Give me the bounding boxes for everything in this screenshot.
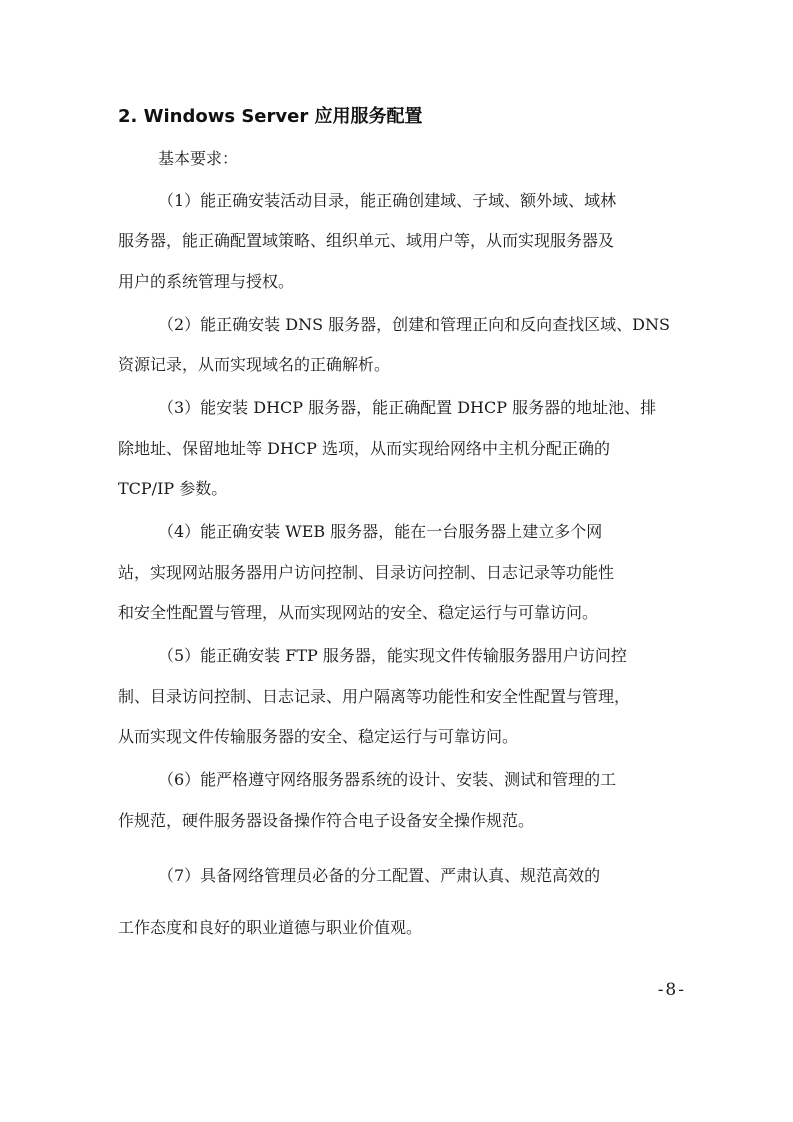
paragraph-line: （5）能正确安装 FTP 服务器，能实现文件传输服务器用户访问控 <box>158 646 627 665</box>
paragraph-line: （4）能正确安装 WEB 服务器，能在一台服务器上建立多个网 <box>158 522 603 541</box>
paragraph-line: 从而实现文件传输服务器的安全、稳定运行与可靠访问。 <box>118 727 519 746</box>
paragraph-line: （6）能严格遵守网络服务器系统的设计、安装、测试和管理的工 <box>158 770 617 789</box>
paragraph-line: （1）能正确安装活动目录，能正确创建域、子域、额外域、域林 <box>158 191 617 210</box>
paragraph-line: 和安全性配置与管理，从而实现网站的安全、稳定运行与可靠访问。 <box>118 603 599 622</box>
paragraph-line: （2）能正确安装 DNS 服务器，创建和管理正向和反向查找区域、DNS <box>158 315 670 334</box>
paragraph-line: 作规范，硬件服务器设备操作符合电子设备安全操作规范。 <box>118 811 535 830</box>
paragraph-line: 站，实现网站服务器用户访问控制、目录访问控制、日志记录等功能性 <box>118 563 615 582</box>
paragraph-line: 工作态度和良好的职业道德与职业价值观。 <box>118 918 423 937</box>
paragraph-line: 除地址、保留地址等 DHCP 选项，从而实现给网络中主机分配正确的 <box>118 439 610 458</box>
paragraph-line: 资源记录，从而实现域名的正确解析。 <box>118 355 391 374</box>
paragraph-line: 制、目录访问控制、日志记录、用户隔离等功能性和安全性配置与管理， <box>118 687 631 706</box>
page-number: -8- <box>657 980 686 1000</box>
paragraph-line: 服务器，能正确配置域策略、组织单元、域用户等，从而实现服务器及 <box>118 231 615 250</box>
paragraph-line: （7）具备网络管理员必备的分工配置、严肃认真、规范高效的 <box>158 866 601 885</box>
paragraph-line: TCP/IP 参数。 <box>118 479 228 498</box>
paragraph-line: 用户的系统管理与授权。 <box>118 272 295 291</box>
requirements-label: 基本要求： <box>158 149 239 168</box>
section-heading: 2. Windows Server 应用服务配置 <box>118 106 423 127</box>
paragraph-line: （3）能安装 DHCP 服务器，能正确配置 DHCP 服务器的地址池、排 <box>158 398 657 417</box>
